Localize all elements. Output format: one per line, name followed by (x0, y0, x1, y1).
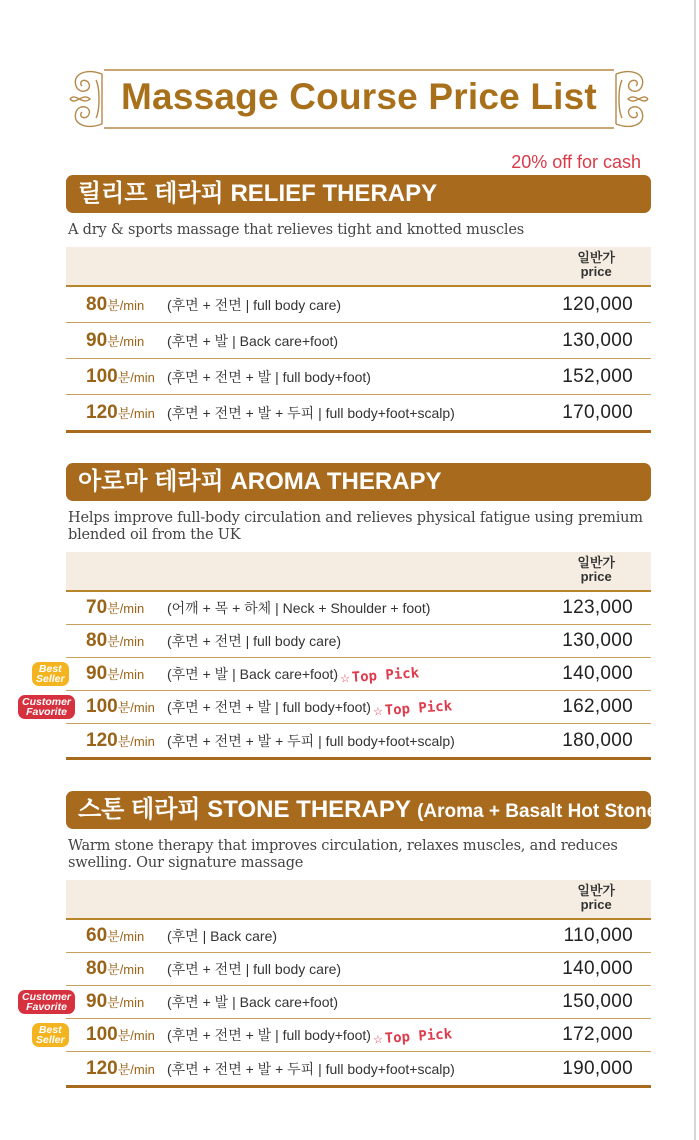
duration-unit: 분/min (107, 667, 145, 682)
duration-unit: 분/min (107, 634, 145, 649)
table-row (66, 395, 651, 433)
price-header-english: price (580, 897, 612, 912)
course-price: 130,000 (562, 329, 633, 351)
course-description: (후면 + 발 | Back care+foot) (167, 332, 339, 349)
table-row (36, 658, 651, 691)
section-title: 스톤 테라피 STONE THERAPY (78, 796, 411, 823)
price-table (66, 285, 651, 433)
duration-unit: 분/min (117, 733, 155, 749)
star-icon: ☆ (372, 699, 384, 720)
top-pick-label: ☆Top Pick (372, 697, 453, 720)
table-row (66, 953, 651, 986)
course-description: (후면 + 발 | Back care+foot) (167, 666, 339, 682)
table-row (36, 1019, 651, 1052)
price-column-header (66, 552, 651, 590)
table-row (66, 625, 651, 658)
table-row (66, 359, 651, 395)
duration-value: 90 (86, 663, 108, 684)
course-price: 120,000 (562, 293, 633, 315)
table-row (66, 724, 651, 760)
duration-unit: 분/min (107, 333, 145, 349)
duration-value: 120 (86, 1057, 118, 1079)
page-title: Massage Course Price List (121, 76, 597, 117)
course-description: (후면 + 전면 | full body care) (167, 961, 342, 977)
course-price: 180,000 (562, 729, 633, 751)
price-column-header (66, 247, 651, 285)
course-price: 190,000 (562, 1057, 633, 1079)
price-table (22, 590, 651, 760)
course-description: (후면 + 전면 | full body care) (167, 633, 342, 649)
course-price: 172,000 (562, 1024, 633, 1045)
course-description: (후면 | Back care) (167, 928, 278, 944)
duration-unit: 분/min (107, 601, 145, 616)
best-seller-badge: Best Seller (32, 1023, 69, 1047)
duration-value: 120 (86, 729, 118, 751)
table-row (22, 691, 651, 724)
price-header-english: price (580, 569, 612, 584)
course-description: (후면 + 전면 + 발 | full body+foot) (167, 699, 371, 715)
section-title: 아로마 테라피 AROMA THERAPY (78, 468, 442, 495)
section-description: A dry & sports massage that relieves tight and knotted muscles (68, 222, 524, 238)
duration-value: 100 (86, 696, 118, 717)
duration-value: 70 (86, 597, 108, 618)
top-pick-label: ☆Top Pick (339, 664, 420, 687)
course-price: 140,000 (562, 663, 633, 684)
table-row (22, 986, 651, 1019)
price-header-korean: 일반가 (577, 883, 615, 898)
course-price: 140,000 (562, 958, 633, 979)
duration-value: 120 (86, 401, 118, 423)
customer-favorite-badge: Customer Favorite (18, 695, 75, 719)
course-description: (후면 + 전면 + 발 + 두피 | full body+foot+scalp) (167, 404, 455, 421)
duration-unit: 분/min (117, 405, 155, 421)
price-table (22, 918, 651, 1088)
course-price: 150,000 (562, 991, 633, 1012)
course-description: (후면 + 전면 + 발 | full body+foot) (167, 368, 371, 385)
course-description: (후면 + 발 | Back care+foot) (167, 994, 339, 1010)
duration-value: 80 (86, 630, 108, 651)
table-row (66, 592, 651, 625)
price-column-header (66, 880, 651, 918)
duration-unit: 분/min (107, 297, 145, 313)
top-pick-label: ☆Top Pick (372, 1025, 453, 1048)
table-row (66, 1052, 651, 1088)
duration-value: 90 (86, 991, 108, 1012)
duration-value: 100 (86, 365, 118, 387)
section-subtitle: (Aroma + Basalt Hot Stone) (417, 801, 664, 822)
duration-value: 100 (86, 1024, 118, 1045)
table-row (66, 323, 651, 359)
section-header (66, 463, 651, 501)
section-title: 릴리프 테라피 RELIEF THERAPY (78, 180, 438, 207)
title-banner (66, 66, 652, 132)
course-price: 152,000 (562, 365, 633, 387)
duration-value: 90 (86, 329, 108, 351)
cash-discount-note: 20% off for cash (511, 152, 641, 172)
course-price: 162,000 (562, 696, 633, 717)
course-description: (후면 + 전면 | full body care) (167, 296, 342, 313)
course-price: 110,000 (563, 925, 633, 946)
price-header-english: price (580, 264, 612, 279)
course-description: (후면 + 전면 + 발 + 두피 | full body+foot+scalp) (167, 732, 455, 749)
duration-unit: 분/min (117, 700, 155, 715)
duration-unit: 분/min (117, 1061, 155, 1077)
price-header-korean: 일반가 (577, 250, 615, 265)
duration-value: 60 (86, 925, 108, 946)
table-row (66, 920, 651, 953)
table-row (66, 287, 651, 323)
star-icon: ☆ (372, 1027, 384, 1048)
section-stone-therapy (22, 791, 664, 1088)
star-icon: ☆ (339, 666, 351, 687)
duration-value: 80 (86, 958, 108, 979)
course-price: 123,000 (562, 597, 633, 618)
course-price: 170,000 (562, 401, 633, 423)
duration-unit: 분/min (107, 995, 145, 1010)
duration-unit: 분/min (117, 1028, 155, 1043)
section-description: Warm stone therapy that improves circulation, relaxes muscles, and reduces swelling. Our signature massage (68, 838, 618, 871)
course-description: (후면 + 전면 + 발 + 두피 | full body+foot+scalp) (167, 1060, 455, 1077)
customer-favorite-badge: Customer Favorite (18, 990, 75, 1014)
section-header (66, 175, 651, 213)
course-description: (후면 + 전면 + 발 | full body+foot) (167, 1027, 371, 1043)
duration-value: 80 (86, 293, 108, 315)
duration-unit: 분/min (107, 962, 145, 977)
section-aroma-therapy (22, 463, 651, 760)
course-description: (어깨 + 목 + 하체 | Neck + Shoulder + foot) (167, 600, 431, 616)
page-edge-line (694, 0, 696, 1140)
price-header-korean: 일반가 (577, 555, 615, 570)
section-description: Helps improve full-body circulation and relieves physical fatigue using premium blended oil from the UK (68, 510, 643, 543)
section-header (66, 791, 664, 829)
duration-unit: 분/min (107, 929, 145, 944)
course-price: 130,000 (562, 630, 633, 651)
best-seller-badge: Best Seller (32, 662, 69, 686)
duration-unit: 분/min (117, 369, 155, 385)
section-relief-therapy (66, 175, 651, 433)
